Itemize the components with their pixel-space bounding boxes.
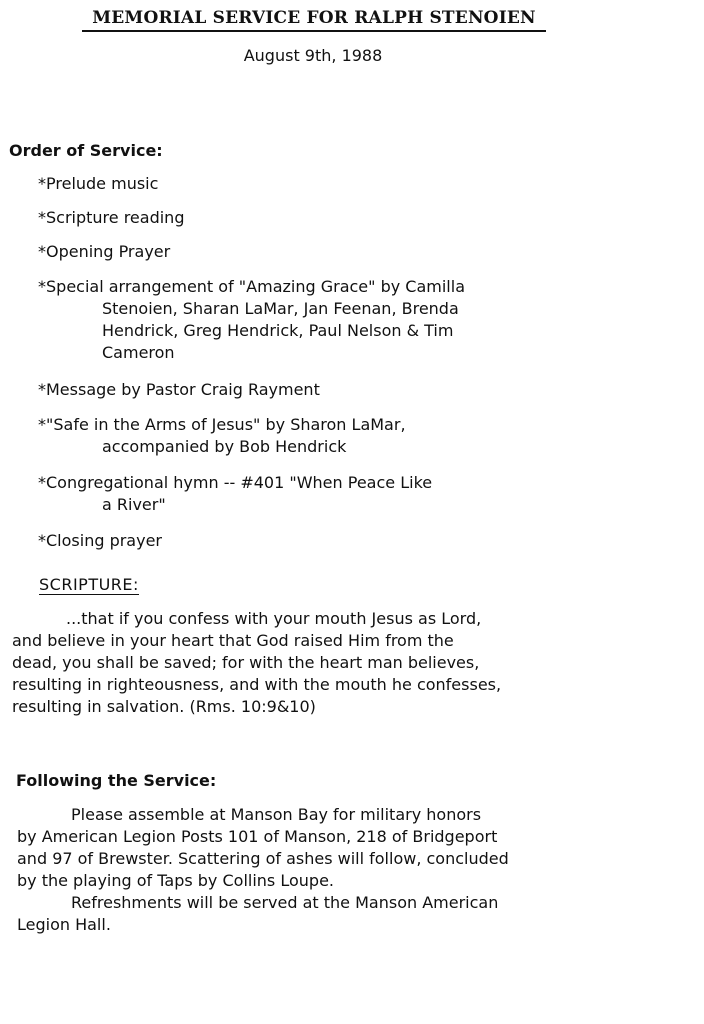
order-item-scripture-reading <box>38 207 184 229</box>
order-item-line: accompanied by Bob Hendrick <box>102 437 347 456</box>
order-item-prelude <box>38 173 158 195</box>
document-title: MEMORIAL SERVICE FOR RALPH STENOIEN <box>82 8 546 32</box>
following-service-text <box>17 804 509 936</box>
order-item-opening-prayer <box>38 241 170 263</box>
scripture-line: and believe in your heart that God raised Him from the <box>12 631 454 650</box>
scripture-line: resulting in righteousness, and with the mouth he confesses, <box>12 675 502 694</box>
scripture-line: resulting in salvation. (Rms. 10:9&10) <box>12 697 316 716</box>
following-line <box>17 892 509 914</box>
order-item-line: *Congregational hymn -- #401 "When Peace Like <box>38 473 433 492</box>
order-item-amazing-grace <box>38 276 465 364</box>
service-date: August 9th, 1988 <box>243 46 383 65</box>
order-item-line: Cameron <box>102 343 175 362</box>
order-item-line: *Opening Prayer <box>38 242 171 261</box>
scripture-line: dead, you shall be saved; for with the heart man believes, <box>12 653 480 672</box>
scripture-line-text: ...that if you confess with your mouth Jesus as Lord, <box>66 609 482 628</box>
order-item-line: *Closing prayer <box>38 531 162 550</box>
order-item-line: *"Safe in the Arms of Jesus" by Sharon LaMar, <box>38 415 406 434</box>
following-line <box>17 804 509 826</box>
order-item-line: *Scripture reading <box>38 208 185 227</box>
following-line: by the playing of Taps by Collins Loupe. <box>17 871 334 890</box>
following-line-text: Refreshments will be served at the Manson American <box>71 893 499 912</box>
order-item-line: a River" <box>102 495 166 514</box>
order-item-line: Hendrick, Greg Hendrick, Paul Nelson & Tim <box>102 321 454 340</box>
order-item-closing-prayer <box>38 530 162 552</box>
following-line-text: Please assemble at Manson Bay for military honors <box>71 805 482 824</box>
following-line: Legion Hall. <box>17 915 111 934</box>
following-line: and 97 of Brewster. Scattering of ashes will follow, concluded <box>17 849 509 868</box>
scripture-line <box>12 608 501 630</box>
scripture-heading-text: SCRIPTURE: <box>39 575 139 594</box>
order-item-congregational-hymn <box>38 472 432 516</box>
order-of-service-heading: Order of Service: <box>9 141 163 160</box>
order-item-safe-in-the-arms <box>38 414 406 458</box>
scripture-heading <box>39 575 139 594</box>
order-item-message <box>38 379 320 401</box>
order-item-line: *Message by Pastor Craig Rayment <box>38 380 320 399</box>
scripture-passage <box>12 608 501 718</box>
order-item-line: *Prelude music <box>38 174 159 193</box>
order-item-line: *Special arrangement of "Amazing Grace" by Camilla <box>38 277 465 296</box>
order-item-line: Stenoien, Sharan LaMar, Jan Feenan, Brenda <box>102 299 459 318</box>
following-service-heading: Following the Service: <box>16 771 217 790</box>
following-line: by American Legion Posts 101 of Manson, 218 of Bridgeport <box>17 827 498 846</box>
